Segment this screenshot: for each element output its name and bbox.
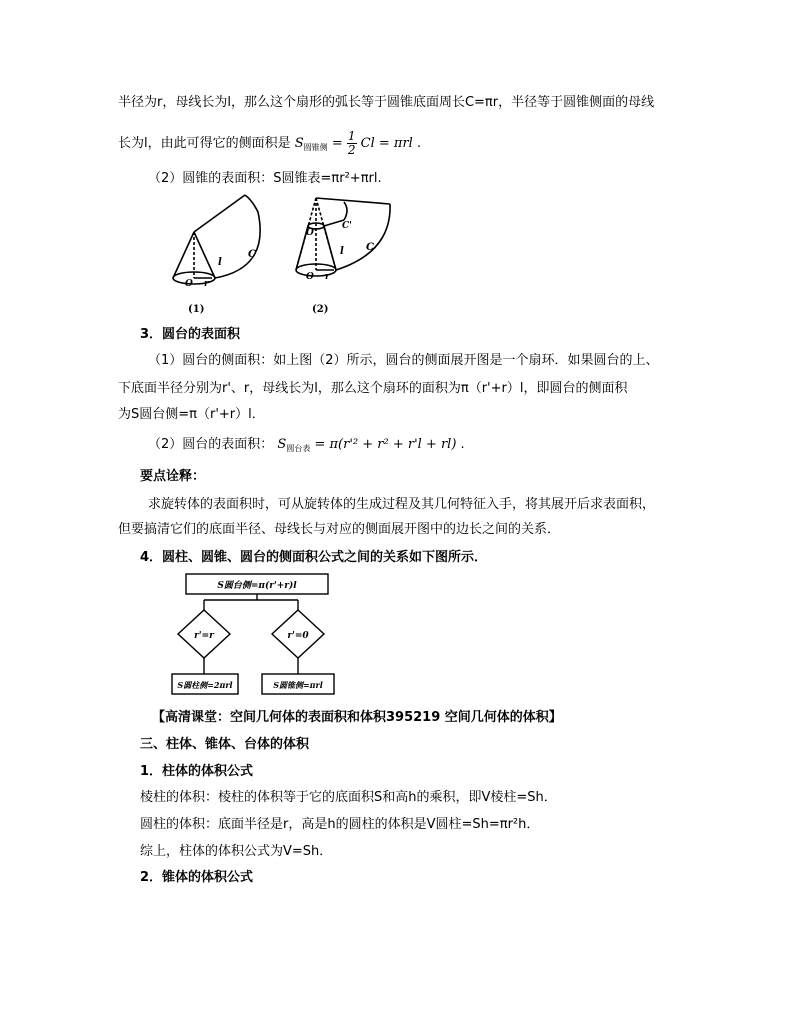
- subsection-heading: 2．锥体的体积公式: [140, 870, 254, 885]
- section-heading: 4．圆柱、圆锥、圆台的侧面积公式之间的关系如下图所示．: [140, 550, 488, 565]
- label-r-2: r: [325, 272, 330, 282]
- label-r: r: [204, 279, 209, 289]
- label-O: O: [185, 279, 193, 289]
- lesson-banner: 【高清课堂：空间几何体的表面积和体积395219 空间几何体的体积】: [152, 710, 562, 725]
- paragraph-line: 求旋转体的表面积时，可从旋转体的生成过程及其几何特征入手，将其展开后求表面积，: [148, 497, 656, 512]
- label-l-2: l: [340, 246, 344, 257]
- figure-1-cone: [173, 195, 260, 284]
- text-suffix: .: [416, 136, 422, 151]
- subsection-heading: 1．柱体的体积公式: [140, 764, 254, 779]
- label-C: C: [248, 249, 256, 260]
- flow-top-text: S圆台侧=π(r'+r)l: [217, 581, 297, 591]
- cylinder-volume: 圆柱的体积：底面半径是r，高是h的圆柱的体积是V圆柱=Sh=πr²h．: [140, 817, 540, 832]
- section-heading: 三、柱体、锥体、台体的体积: [140, 737, 310, 752]
- paragraph-line-formula: [118, 130, 421, 157]
- cone-surface-area: （2）圆锥的表面积：S圆锥表=πr²+πrl.: [148, 171, 382, 186]
- flow-right-result: S圆锥侧=πrl: [273, 680, 323, 690]
- lateral-area-flowchart: [168, 572, 348, 700]
- formula-frustum-surface: $S_{圆台表} = \pi(r'^2 + r^2 + r'l + rl)$: [277, 437, 457, 453]
- label-O-prime: O': [306, 228, 317, 238]
- label-O-2: O: [306, 272, 314, 282]
- volume-summary: 综上，柱体的体积公式为V=Sh．: [140, 844, 333, 859]
- figure-label-2: (2): [312, 304, 329, 315]
- text-prefix: 长为l，由此可得它的侧面积是: [118, 136, 291, 151]
- paragraph-line: 半径为r，母线长为l，那么这个扇形的弧长等于圆锥底面周长C=πr，半径等于圆锥侧面的母线: [118, 95, 655, 110]
- label-l: l: [218, 257, 222, 268]
- paragraph-line: 为S圆台侧=π（r'+r）l．: [118, 407, 265, 422]
- section-heading: 3．圆台的表面积: [140, 327, 241, 342]
- cone-development-figure: [160, 190, 400, 320]
- label-C-2: C: [366, 242, 374, 253]
- flow-left-result: S圆柱侧=2πrl: [177, 680, 233, 690]
- prism-volume: 棱柱的体积：棱柱的体积等于它的底面积S和高h的乘积，即V棱柱=Sh．: [140, 790, 557, 805]
- paragraph-line: （1）圆台的侧面积：如上图（2）所示，圆台的侧面展开图是一个扇环．如果圆台的上、: [148, 353, 659, 368]
- paragraph-line: 但要搞清它们的底面半径、母线长与对应的侧面展开图中的边长之间的关系．: [118, 522, 561, 537]
- formula-lateral-area: $S_{圆锥侧}$ = $\frac{1}{2}$ Cl = πrl: [294, 129, 413, 157]
- figure-label-1: (1): [188, 304, 205, 315]
- frustum-surface-area: （2）圆台的表面积： $S_{圆台表} = \pi(r'^2 + r^2 + r'l + rl)$ .: [148, 437, 465, 453]
- label-C-prime: C': [342, 221, 352, 231]
- paragraph-line: 下底面半径分别为r'、r，母线长为l，那么这个扇环的面积为π（r'+r）l，即圆台的侧面积: [118, 381, 628, 396]
- flow-right-cond: r'=0: [287, 631, 309, 641]
- key-points-heading: 要点诠释：: [140, 469, 206, 484]
- flow-left-cond: r'=r: [194, 631, 214, 641]
